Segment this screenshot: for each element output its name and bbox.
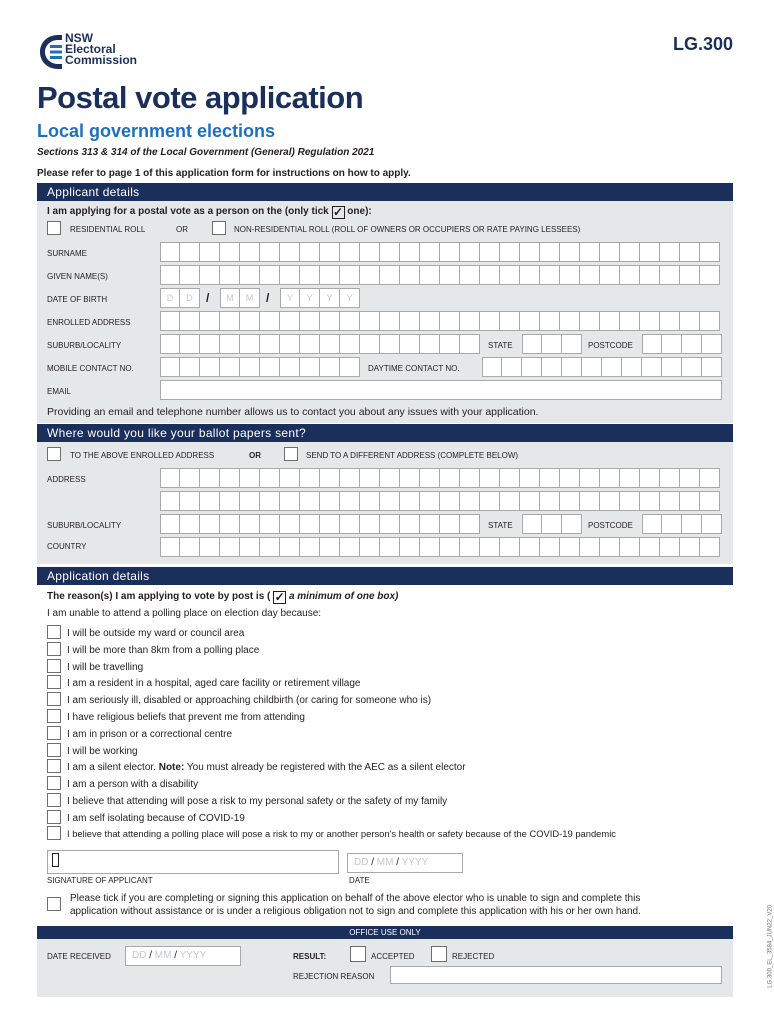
instructions-note: Please refer to page 1 of this application form for instructions on how to apply. <box>37 168 411 179</box>
ballot-postcode-input[interactable] <box>642 514 722 534</box>
reason-item <box>47 692 431 706</box>
daytime-contact-input[interactable] <box>482 357 722 377</box>
signature-cursor-icon <box>52 853 59 867</box>
reason-item <box>47 709 305 723</box>
logo-line: NSW <box>65 31 93 45</box>
reason-checkbox[interactable] <box>47 826 61 840</box>
suburb-input[interactable] <box>160 334 480 354</box>
signature-input[interactable] <box>47 850 339 874</box>
date-separator: / <box>174 950 178 961</box>
applicant-details-band: Applicant details <box>37 183 733 201</box>
placeholder-yyyy: YYYY <box>179 950 207 961</box>
enrolled-address-label: ENROLLED ADDRESS <box>47 318 131 327</box>
roll-question-text: I am applying for a postal vote as a person on the (only tick <box>47 206 329 217</box>
reason-item <box>47 642 259 656</box>
reason-item <box>47 726 232 740</box>
tick-icon: ✓ <box>332 205 344 219</box>
mobile-input[interactable] <box>160 357 360 377</box>
different-address-option-label: SEND TO A DIFFERENT ADDRESS (COMPLETE BELOW) <box>306 451 519 460</box>
reason-checkbox[interactable] <box>47 776 61 790</box>
or-label: OR <box>176 225 188 234</box>
enrolled-address-checkbox[interactable] <box>47 447 61 461</box>
placeholder-yyyy: YYYY <box>401 857 429 868</box>
signature-date-input[interactable] <box>347 853 463 873</box>
reason-label: I will be more than 8km from a polling place <box>67 645 260 656</box>
email-label: EMAIL <box>47 387 72 396</box>
country-label: COUNTRY <box>47 542 87 551</box>
reason-label: I will be travelling <box>67 662 144 673</box>
on-behalf-text-line2: application without assistance or is under a religious obligation not to sign and complete this application with his or her own hand. <box>70 906 641 917</box>
regulation-reference: Sections 313 & 314 of the Local Government (General) Regulation 2021 <box>37 147 375 158</box>
reason-checkbox[interactable] <box>47 675 61 689</box>
state-label: STATE <box>488 341 513 350</box>
date-received-label: DATE RECEIVED <box>47 952 111 961</box>
placeholder-y: Y <box>346 293 353 303</box>
ballot-address-label: ADDRESS <box>47 475 86 484</box>
reason-label: I believe that attending will pose a risk to my personal safety or the safety of my family <box>67 796 448 807</box>
given-names-label: GIVEN NAME(S) <box>47 272 108 281</box>
placeholder-dd: DD <box>354 857 369 868</box>
rejected-label: REJECTED <box>452 952 495 961</box>
ballot-state-label: STATE <box>488 521 513 530</box>
logo-line: Electoral <box>65 42 116 56</box>
date-separator: / <box>266 291 270 305</box>
reason-checkbox[interactable] <box>47 642 61 656</box>
ballot-address-input-line1[interactable] <box>160 468 720 488</box>
reason-checkbox[interactable] <box>47 743 61 757</box>
date-received-input[interactable] <box>125 946 241 966</box>
date-separator: / <box>149 950 153 961</box>
placeholder-dd: DD <box>132 950 147 961</box>
reason-label: I will be outside my ward or council area <box>67 628 245 639</box>
reason-label: I will be working <box>67 746 138 757</box>
ballot-suburb-input[interactable] <box>160 514 480 534</box>
reason-label: I am in prison or a correctional centre <box>67 729 233 740</box>
reason-checkbox[interactable] <box>47 759 61 773</box>
page-title: Postal vote application <box>37 80 364 115</box>
dob-year-input[interactable] <box>280 288 360 308</box>
reason-item <box>47 759 466 773</box>
result-label: RESULT: <box>293 952 327 961</box>
reason-item <box>47 659 143 673</box>
accepted-checkbox[interactable] <box>350 946 366 962</box>
form-version-code: LG.300_EL_3584_JUN22_V20 <box>768 905 774 988</box>
reasons-heading <box>47 591 398 604</box>
reason-label: I am a resident in a hospital, aged care facility or retirement village <box>67 678 361 689</box>
mobile-label: MOBILE CONTACT NO. <box>47 364 134 373</box>
rejected-checkbox[interactable] <box>431 946 447 962</box>
surname-input[interactable] <box>160 242 720 262</box>
different-address-checkbox[interactable] <box>284 447 298 461</box>
accepted-label: ACCEPTED <box>371 952 415 961</box>
reasons-heading-text-end: a minimum of one box) <box>288 591 399 602</box>
unable-statement: I am unable to attend a polling place on election day because: <box>47 608 322 619</box>
residential-roll-label: RESIDENTIAL ROLL <box>70 225 146 234</box>
date-separator: / <box>371 857 375 868</box>
daytime-contact-label: DAYTIME CONTACT NO. <box>368 364 460 373</box>
reason-checkbox[interactable] <box>47 810 61 824</box>
reason-item <box>47 743 138 757</box>
ballot-papers-band: Where would you like your ballot papers sent? <box>37 424 733 442</box>
reason-item <box>47 793 447 807</box>
country-input[interactable] <box>160 537 720 557</box>
rejection-reason-label: REJECTION REASON <box>293 972 375 981</box>
reason-label: I am seriously ill, disabled or approaching childbirth (or caring for someone who is) <box>67 695 432 706</box>
signature-label: SIGNATURE OF APPLICANT <box>47 876 153 885</box>
residential-roll-checkbox[interactable] <box>47 221 61 235</box>
page-subtitle: Local government elections <box>37 121 276 141</box>
tick-icon: ✓ <box>274 590 285 604</box>
placeholder-y: Y <box>306 293 313 303</box>
application-details-band: Application details <box>37 567 733 585</box>
on-behalf-checkbox[interactable] <box>47 897 61 911</box>
reason-checkbox[interactable] <box>47 726 61 740</box>
silent-elector-note: You must already be registered with the AEC as a silent elector <box>186 762 466 773</box>
office-use-band: OFFICE USE ONLY <box>37 926 733 939</box>
form-code: LG.300 <box>672 34 733 54</box>
contact-note: Providing an email and telephone number allows us to contact you about any issues with your application. <box>47 406 539 418</box>
placeholder-y: Y <box>286 293 293 303</box>
dob-day-input[interactable] <box>160 288 200 308</box>
placeholder-mm: MM <box>376 857 394 868</box>
logo-line: Commission <box>65 53 138 67</box>
ballot-state-input[interactable] <box>522 514 582 534</box>
placeholder-d: D <box>186 293 193 303</box>
ballot-suburb-label: SUBURB/LOCALITY <box>47 521 122 530</box>
reason-label: I am a person with a disability <box>67 779 199 790</box>
reason-item <box>47 776 198 790</box>
given-names-input[interactable] <box>160 265 720 285</box>
suburb-label: SUBURB/LOCALITY <box>47 341 122 350</box>
placeholder-mm: MM <box>154 950 172 961</box>
ballot-postcode-label: POSTCODE <box>588 521 633 530</box>
reason-label: I am self isolating because of COVID-19 <box>67 813 245 824</box>
reason-checkbox[interactable] <box>47 692 61 706</box>
date-separator: / <box>206 291 210 305</box>
ballot-address-input-line2[interactable] <box>160 491 720 511</box>
postcode-label: POSTCODE <box>588 341 633 350</box>
on-behalf-text-line1: Please tick if you are completing or signing this application on behalf of the above elector who is unable to sign and complete this <box>70 893 641 904</box>
placeholder-y: Y <box>326 293 333 303</box>
reason-checkbox[interactable] <box>47 793 61 807</box>
postcode-input[interactable] <box>642 334 722 354</box>
reason-label: I believe that attending a polling place will pose a risk to my or another person's health or safety because of the COVID-19 pandemic <box>67 828 616 839</box>
surname-label: SURNAME <box>47 249 88 258</box>
date-of-birth-label: DATE OF BIRTH <box>47 295 108 304</box>
date-separator: / <box>396 857 400 868</box>
reason-label: I have religious beliefs that prevent me from attending <box>67 712 305 723</box>
placeholder-m: M <box>245 293 254 303</box>
rejection-reason-input[interactable] <box>390 966 722 984</box>
enrolled-address-option-label: TO THE ABOVE ENROLLED ADDRESS <box>70 451 215 460</box>
reason-item <box>47 810 245 824</box>
reason-item <box>47 675 360 689</box>
non-residential-roll-checkbox[interactable] <box>212 221 226 235</box>
dob-month-input[interactable] <box>220 288 260 308</box>
date-label: DATE <box>349 876 370 885</box>
placeholder-d: D <box>166 293 174 303</box>
reasons-heading-text: The reason(s) I am applying to vote by post is ( <box>47 591 271 602</box>
reason-label: I am a silent elector. <box>67 762 156 773</box>
email-input[interactable] <box>160 380 722 400</box>
reason-checkbox[interactable] <box>47 625 61 639</box>
state-input[interactable] <box>522 334 582 354</box>
roll-question-text-end: one): <box>347 206 372 217</box>
logo-wordmark <box>65 33 137 66</box>
non-residential-roll-label: NON-RESIDENTIAL ROLL (ROLL OF OWNERS OR OCCUPIERS OR RATE PAYING LESSEES) <box>234 225 581 234</box>
enrolled-address-input[interactable] <box>160 311 720 331</box>
reason-checkbox[interactable] <box>47 659 61 673</box>
reason-item <box>47 826 616 840</box>
placeholder-m: M <box>226 293 234 303</box>
roll-question <box>47 206 372 219</box>
reason-checkbox[interactable] <box>47 709 61 723</box>
or-label: OR <box>249 451 261 460</box>
note-label: Note: <box>158 762 185 773</box>
reason-item <box>47 625 244 639</box>
